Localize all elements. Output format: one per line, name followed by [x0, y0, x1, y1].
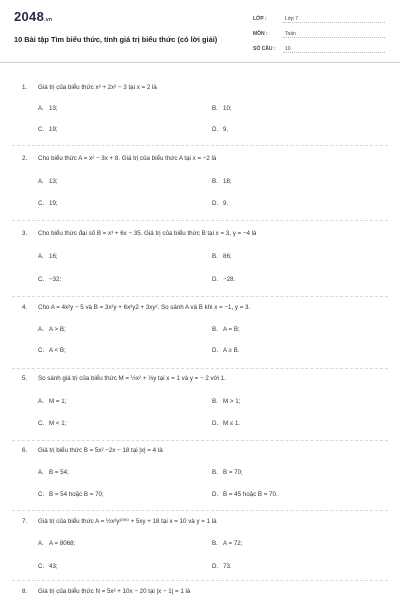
- option-text: A = B;: [223, 326, 240, 333]
- option-text: 10;: [223, 105, 232, 112]
- question-stem: [22, 155, 216, 162]
- option-text: A = 8068;: [49, 540, 76, 547]
- option-text: 73.: [223, 563, 232, 570]
- meta-value: 10: [283, 46, 385, 53]
- question-number: 7.: [22, 518, 28, 525]
- option-text: 9.: [223, 126, 229, 133]
- option-text: 9.: [223, 200, 229, 207]
- option-b[interactable]: B. B = 70;: [212, 469, 243, 476]
- option-d[interactable]: D. 9.: [212, 126, 229, 133]
- option-d[interactable]: D. M ≤ 1.: [212, 420, 241, 427]
- option-text: −32;: [49, 276, 62, 283]
- option-a[interactable]: A. A = 8068;: [38, 540, 76, 547]
- site-logo[interactable]: [14, 9, 52, 24]
- option-b[interactable]: B. M > 1;: [212, 398, 241, 405]
- option-d[interactable]: D. 73.: [212, 563, 232, 570]
- question-text: Giá trị của biểu thức A = ½x²y²⁰⁰⁰ + 5xy + 18 tại x = 10 và y = 1 là: [38, 518, 217, 525]
- question-stem: [22, 230, 256, 237]
- question-stem: [22, 447, 163, 454]
- question-divider: [12, 145, 388, 146]
- option-text: 43;: [49, 563, 58, 570]
- option-text: A > B;: [49, 326, 66, 333]
- question-number: 8.: [22, 588, 28, 595]
- option-a[interactable]: A. 13;: [38, 105, 58, 112]
- option-text: 16;: [49, 253, 58, 260]
- option-text: A ≥ B.: [223, 347, 240, 354]
- option-a[interactable]: A. B = 54;: [38, 469, 69, 476]
- question-number: 2.: [22, 155, 28, 162]
- option-d[interactable]: D. B = 45 hoặc B = 70.: [212, 491, 278, 498]
- option-text: 19;: [49, 200, 58, 207]
- meta-label: SỐ CÂU :: [253, 46, 276, 52]
- option-text: M > 1;: [223, 398, 241, 405]
- question-stem: [22, 375, 226, 382]
- meta-label: MÔN :: [253, 31, 268, 37]
- option-text: B = 45 hoặc B = 70.: [223, 491, 278, 498]
- document-title: 10 Bài tập Tìm biểu thức, tính giá trị biểu thức (có lời giải): [14, 35, 218, 44]
- meta-row-subject: [253, 31, 385, 38]
- option-b[interactable]: B. 18;: [212, 178, 232, 185]
- option-b[interactable]: B. A = B;: [212, 326, 240, 333]
- question-divider: [12, 296, 388, 297]
- meta-value: Lớp 7: [283, 16, 385, 23]
- option-c[interactable]: C. 19;: [38, 200, 58, 207]
- option-text: 13;: [49, 105, 58, 112]
- question-divider: [12, 368, 388, 369]
- option-c[interactable]: C. 19;: [38, 126, 58, 133]
- question-text: Giá trị của biểu thức x³ + 2x² − 3 tại x = 2 là: [38, 84, 157, 91]
- logo-main: 2048: [14, 9, 45, 24]
- option-text: 86;: [223, 253, 232, 260]
- question-text: Giá trị biểu thức B = 5x² −2x − 18 tại |x| = 4 là: [38, 447, 163, 454]
- option-b[interactable]: B. A = 72;: [212, 540, 243, 547]
- question-text: Cho biểu thức A = x² − 3x + 8. Giá trị của biểu thức A tại x = −2 là: [38, 155, 217, 162]
- option-a[interactable]: A. 13;: [38, 178, 58, 185]
- option-c[interactable]: C. A < B;: [38, 347, 66, 354]
- option-text: A < B;: [49, 347, 66, 354]
- option-b[interactable]: B. 10;: [212, 105, 232, 112]
- option-b[interactable]: B. 86;: [212, 253, 232, 260]
- option-text: B = 70;: [223, 469, 243, 476]
- option-c[interactable]: C. M < 1;: [38, 420, 67, 427]
- question-divider: [12, 510, 388, 511]
- option-d[interactable]: D. A ≥ B.: [212, 347, 240, 354]
- option-c[interactable]: C. B = 54 hoặc B = 70;: [38, 491, 104, 498]
- option-text: M = 1;: [49, 398, 67, 405]
- option-a[interactable]: A. A > B;: [38, 326, 66, 333]
- option-text: M ≤ 1.: [223, 420, 241, 427]
- meta-row-count: [253, 46, 385, 53]
- question-text: So sánh giá trị của biểu thức M = ½x² + ⅓y tại x = 1 và y = − 2 với 1.: [38, 375, 226, 382]
- meta-label: LỚP :: [253, 16, 267, 22]
- question-divider: [12, 220, 388, 221]
- option-text: M < 1;: [49, 420, 67, 427]
- question-stem: [22, 84, 157, 91]
- option-c[interactable]: C. −32;: [38, 276, 62, 283]
- option-a[interactable]: A. M = 1;: [38, 398, 67, 405]
- option-d[interactable]: D. 9.: [212, 200, 229, 207]
- question-divider: [12, 440, 388, 441]
- option-text: 18;: [223, 178, 232, 185]
- option-text: A = 72;: [223, 540, 243, 547]
- option-text: −28.: [223, 276, 236, 283]
- document-header: [0, 0, 400, 63]
- question-number: 4.: [22, 304, 28, 311]
- question-number: 5.: [22, 375, 28, 382]
- option-d[interactable]: D. −28.: [212, 276, 236, 283]
- question-text: Cho biểu thức đại số B = x³ + 6x − 35. Giá trị của biểu thức B tại x = 3, y = −4 là: [38, 230, 257, 237]
- option-a[interactable]: A. 16;: [38, 253, 58, 260]
- question-number: 3.: [22, 230, 28, 237]
- option-text: 13;: [49, 178, 58, 185]
- logo-sub: .vn: [44, 17, 53, 23]
- question-text: Cho A = 4x²y − 5 và B = 3x²y + 6x²y2 + 3xy². So sánh A và B khi x = −1, y = 3.: [38, 304, 251, 311]
- meta-row-grade: [253, 16, 385, 23]
- question-stem: [22, 588, 190, 595]
- question-number: 6.: [22, 447, 28, 454]
- question-text: Giá trị của biểu thức N = 5x² + 10x − 20 tại |x − 1| = 1 là: [38, 588, 191, 595]
- meta-value: Toán: [283, 31, 385, 38]
- option-text: B = 54 hoặc B = 70;: [49, 491, 104, 498]
- option-c[interactable]: C. 43;: [38, 563, 58, 570]
- option-text: 19;: [49, 126, 58, 133]
- question-divider: [12, 580, 388, 581]
- question-stem: [22, 518, 217, 525]
- option-text: B = 54;: [49, 469, 69, 476]
- question-stem: [22, 304, 250, 311]
- question-number: 1.: [22, 84, 28, 91]
